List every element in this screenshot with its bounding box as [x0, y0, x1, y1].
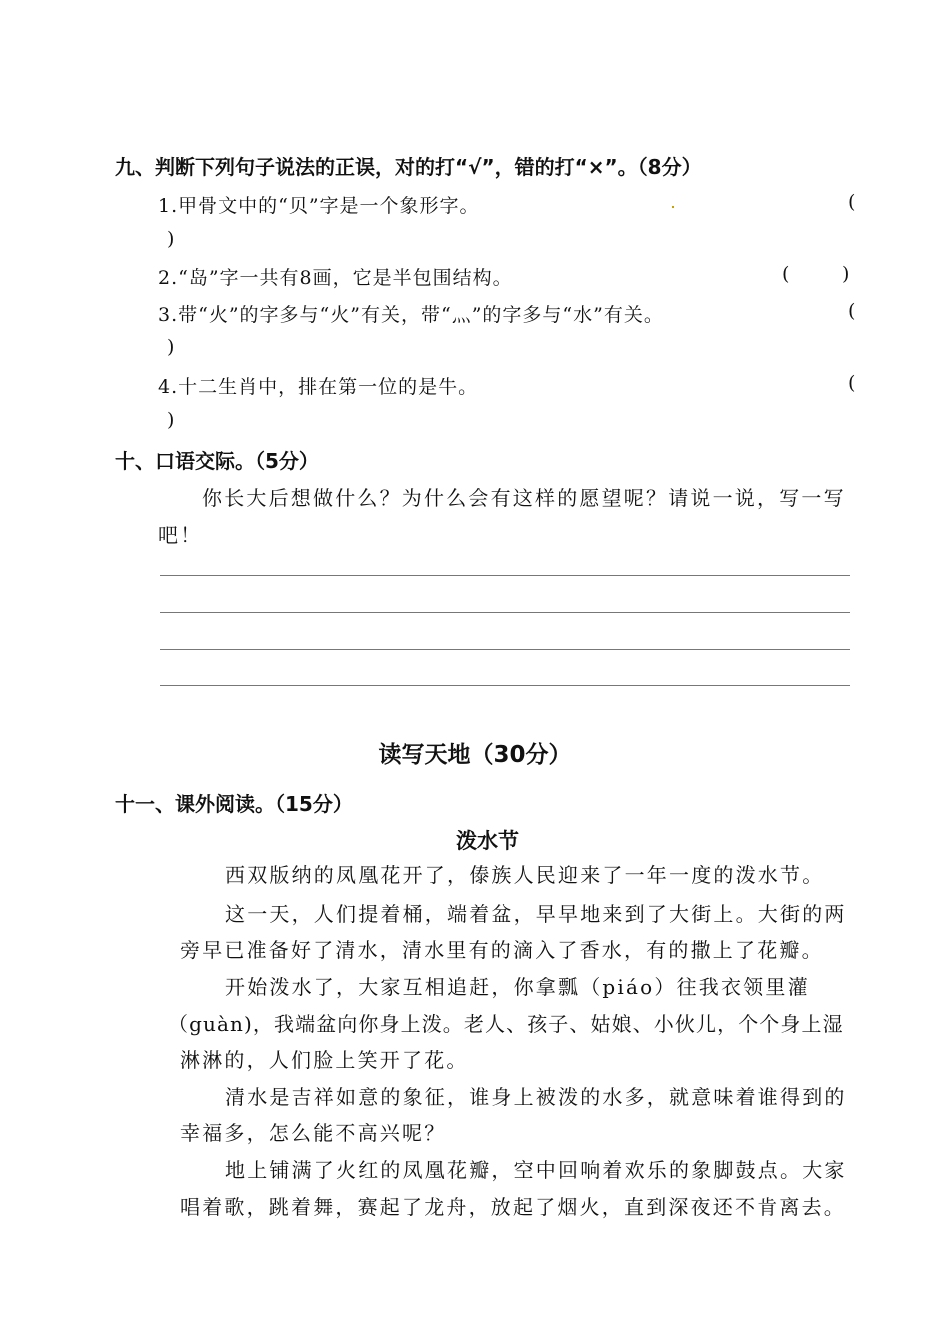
answer-bracket-open-3[interactable]: ( — [848, 300, 857, 322]
article-line-2: 这一天，人们提着桶，端着盆，早早地来到了大街上。大街的两 — [225, 902, 847, 926]
oral-prompt-line-2: 吧！ — [158, 523, 203, 547]
answer-bracket-close-3[interactable]: ) — [167, 336, 176, 358]
article-line-5: （guàn)，我端盆向你身上泼。老人、孩子、姑娘、小伙儿，个个身上湿 — [168, 1012, 844, 1036]
answer-bracket-open-4[interactable]: ( — [848, 372, 857, 394]
article-line-6: 淋淋的，人们脸上笑开了花。 — [180, 1048, 469, 1072]
oral-prompt-line-1: 你长大后想做什么？为什么会有这样的愿望呢？请说一说，写一写 — [202, 486, 846, 510]
answer-bracket-open-1[interactable]: ( — [848, 191, 857, 213]
article-line-10: 唱着歌，跳着舞，赛起了龙舟，放起了烟火，直到深夜还不肯离去。 — [180, 1195, 846, 1219]
section-10-heading: 十、口语交际。（5分） — [115, 449, 319, 473]
article-line-8: 幸福多，怎么能不高兴呢？ — [180, 1121, 447, 1145]
answer-line-3[interactable] — [160, 649, 850, 650]
answer-bracket-close-2[interactable]: ) — [842, 263, 851, 285]
judgement-item-3: 3.带“火”的字多与“火”有关，带“灬”的字多与“水”有关。 — [158, 304, 664, 326]
article-line-4: 开始泼水了，大家互相追赶，你拿瓢（piáo）往我衣领里灌 — [225, 975, 810, 999]
section-9-heading: 九、判断下列句子说法的正误，对的打“√”，错的打“×”。（8分） — [115, 155, 702, 179]
judgement-item-4: 4.十二生肖中，排在第一位的是牛。 — [158, 376, 479, 398]
answer-bracket-open-2[interactable]: ( — [782, 263, 791, 285]
answer-line-1[interactable] — [160, 575, 850, 576]
answer-bracket-close-4[interactable]: ) — [167, 409, 176, 431]
article-line-1: 西双版纳的凤凰花开了，傣族人民迎来了一年一度的泼水节。 — [225, 863, 825, 887]
answer-bracket-close-1[interactable]: ) — [167, 228, 176, 250]
section-11-heading: 十一、课外阅读。（15分） — [115, 792, 353, 816]
article-line-7: 清水是吉祥如意的象征，谁身上被泼的水多，就意味着谁得到的 — [225, 1085, 847, 1109]
answer-line-4[interactable] — [160, 685, 850, 686]
answer-line-2[interactable] — [160, 612, 850, 613]
article-title: 泼水节 — [456, 829, 519, 853]
part-title: 读写天地（30分） — [378, 742, 572, 768]
judgement-item-2: 2.“岛”字一共有8画，它是半包围结构。 — [158, 267, 513, 289]
article-line-9: 地上铺满了火红的凤凰花瓣，空中回响着欢乐的象脚鼓点。大家 — [225, 1158, 847, 1182]
article-line-3: 旁早已准备好了清水，清水里有的滴入了香水，有的撒上了花瓣。 — [180, 938, 824, 962]
stray-mark — [672, 206, 674, 208]
judgement-item-1: 1.甲骨文中的“贝”字是一个象形字。 — [158, 195, 480, 217]
